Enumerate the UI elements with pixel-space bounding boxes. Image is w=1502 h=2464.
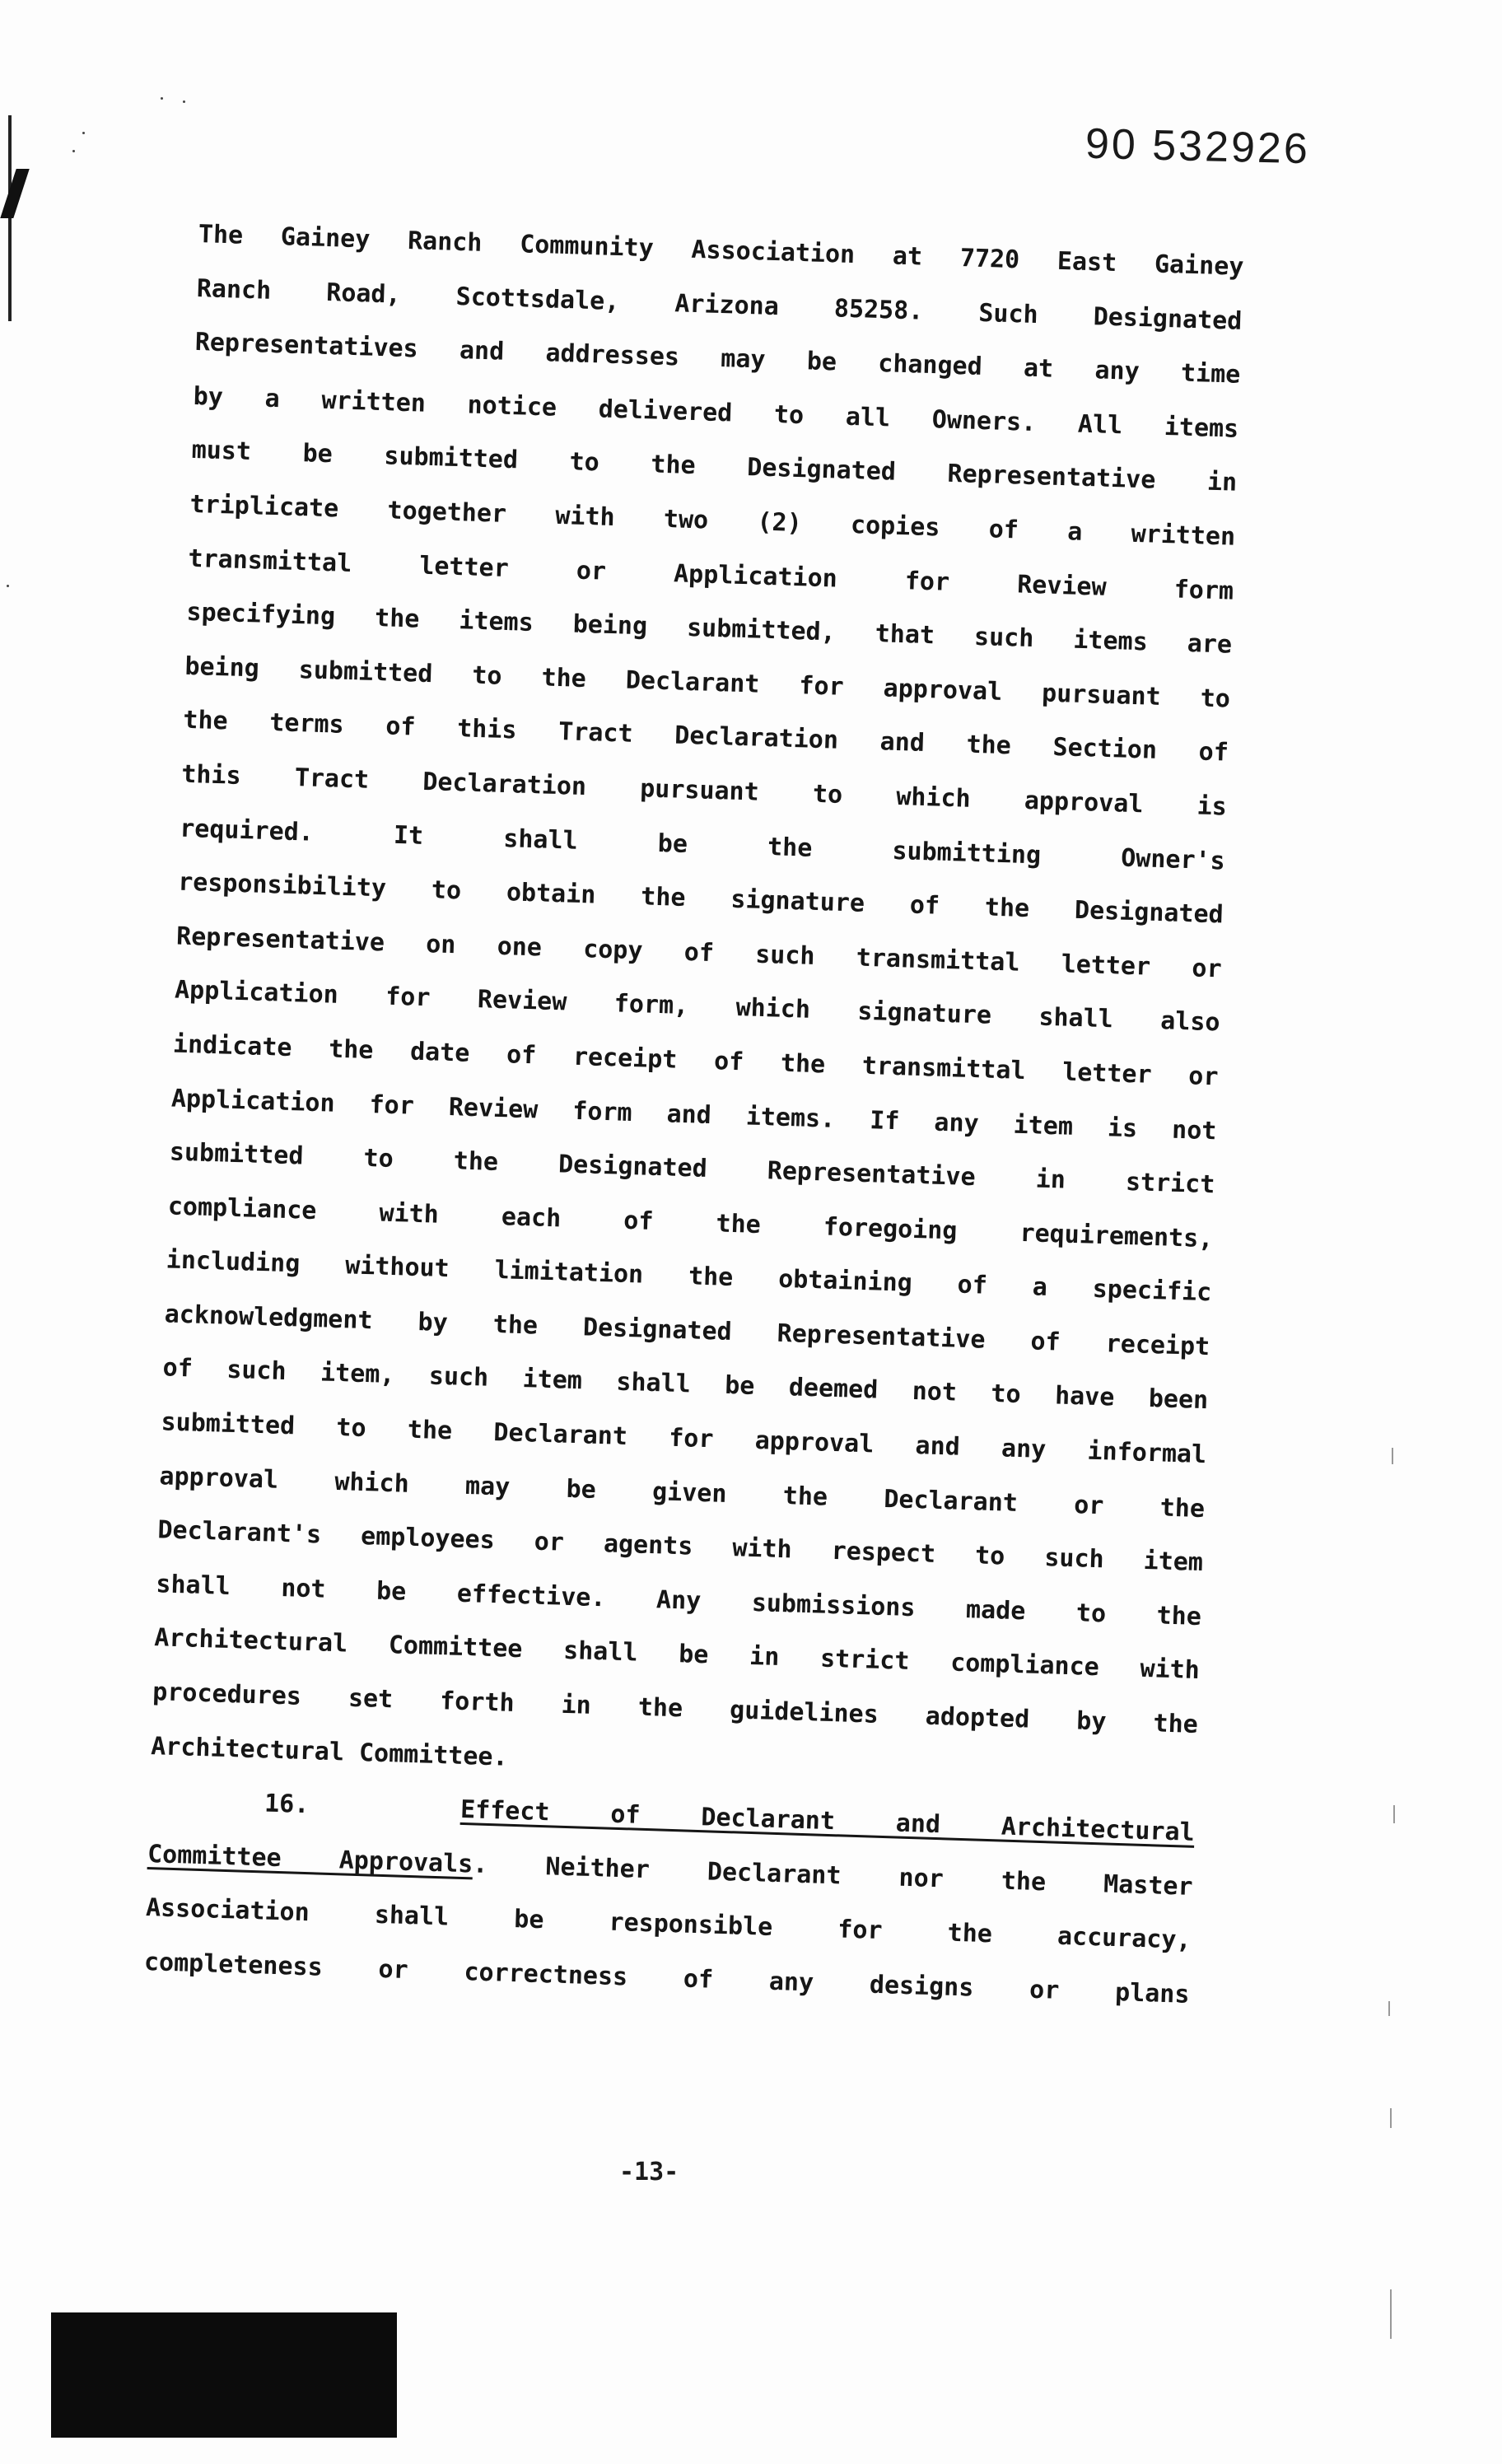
paragraph-15-continuation: [150, 208, 1244, 1806]
text-line: completeness or correctness of any designs or plans: [143, 1947, 1190, 2009]
text-line: indicate the date of receipt of the transmittal letter or: [172, 1029, 1219, 1092]
text-line: acknowledgment by the Designated Representative of receipt: [164, 1300, 1210, 1362]
text-line: by a written notice delivered to all Owners. All items: [193, 381, 1239, 444]
page-number: -13-: [619, 2158, 679, 2186]
text-line: being submitted to the Declarant for approval pursuant to: [184, 651, 1231, 714]
scan-edge-mark: [1388, 2001, 1390, 2016]
scan-edge-mark: [1390, 2108, 1392, 2128]
section-16-heading-part2: Committee Approvals: [147, 1839, 473, 1879]
section-16-heading-part1: Effect of Declarant and Architectural: [459, 1795, 1196, 1848]
margin-binding-mark: [8, 115, 12, 321]
text-line: Application for Review form and items. If any item is not: [170, 1083, 1217, 1146]
scan-edge-mark: [1392, 1448, 1393, 1464]
text-line: procedures set forth in the guidelines adopted by the: [152, 1678, 1199, 1740]
section-16-number: 16.: [264, 1789, 310, 1820]
redaction-block: [51, 2312, 397, 2438]
text-line: of such item, such item shall be deemed not to have been: [162, 1353, 1209, 1416]
document-number: 90 532926: [1085, 119, 1311, 174]
scan-speck: [82, 132, 85, 134]
text-line: Representative on one copy of such transmittal letter or: [175, 922, 1223, 984]
text-line: The Gainey Ranch Community Association at 7720 East Gainey: [198, 219, 1244, 282]
scan-speck: [183, 100, 185, 103]
text-line: Application for Review form, which signature shall also: [174, 975, 1221, 1038]
text-line: the terms of this Tract Declaration and the Section of: [182, 706, 1229, 768]
scan-speck: [7, 585, 9, 587]
text-line: must be submitted to the Designated Representative in: [191, 436, 1238, 498]
text-line: shall not be effective. Any submissions made to the: [155, 1570, 1202, 1631]
scan-edge-mark: [1393, 1805, 1395, 1823]
text-line: Architectural Committee shall be in strict compliance with: [153, 1623, 1201, 1686]
text-line: responsibility to obtain the signature of the Designated: [177, 867, 1224, 930]
text-line: Representatives and addresses may be changed at any time: [194, 328, 1241, 390]
section-16-line-2-rest: . Neither Declarant nor the Master: [472, 1850, 1194, 1902]
scan-speck: [72, 150, 75, 152]
text-line: Declarant's employees or agents with respect to such item: [156, 1515, 1204, 1578]
text-line: triplicate together with two (2) copies of a written: [189, 489, 1236, 552]
text-line: compliance with each of the foregoing requirements,: [167, 1192, 1214, 1253]
text-line: specifying the items being submitted, that such items are: [186, 597, 1233, 660]
text-line: approval which may be given the Declarant or the: [159, 1461, 1206, 1524]
text-line: including without limitation the obtaining of a specific: [166, 1245, 1212, 1308]
scan-speck: [161, 97, 163, 100]
text-line: Architectural Committee.: [150, 1731, 509, 1772]
text-line: required. It shall be the submitting Owner's: [179, 814, 1226, 876]
scan-edge-mark: [1390, 2289, 1392, 2339]
text-line: transmittal letter or Application for Review form: [188, 544, 1234, 606]
text-line: Association shall be responsible for the accuracy,: [145, 1893, 1192, 1956]
margin-slash-mark: [0, 169, 29, 218]
text-line: this Tract Declaration pursuant to which approval is: [180, 759, 1228, 822]
text-line: submitted to the Designated Representative in strict: [169, 1137, 1215, 1200]
text-line: Ranch Road, Scottsdale, Arizona 85258. Such Designated: [196, 273, 1243, 336]
text-line: submitted to the Declarant for approval and any informal: [161, 1407, 1207, 1470]
body-text: [143, 208, 1244, 2022]
